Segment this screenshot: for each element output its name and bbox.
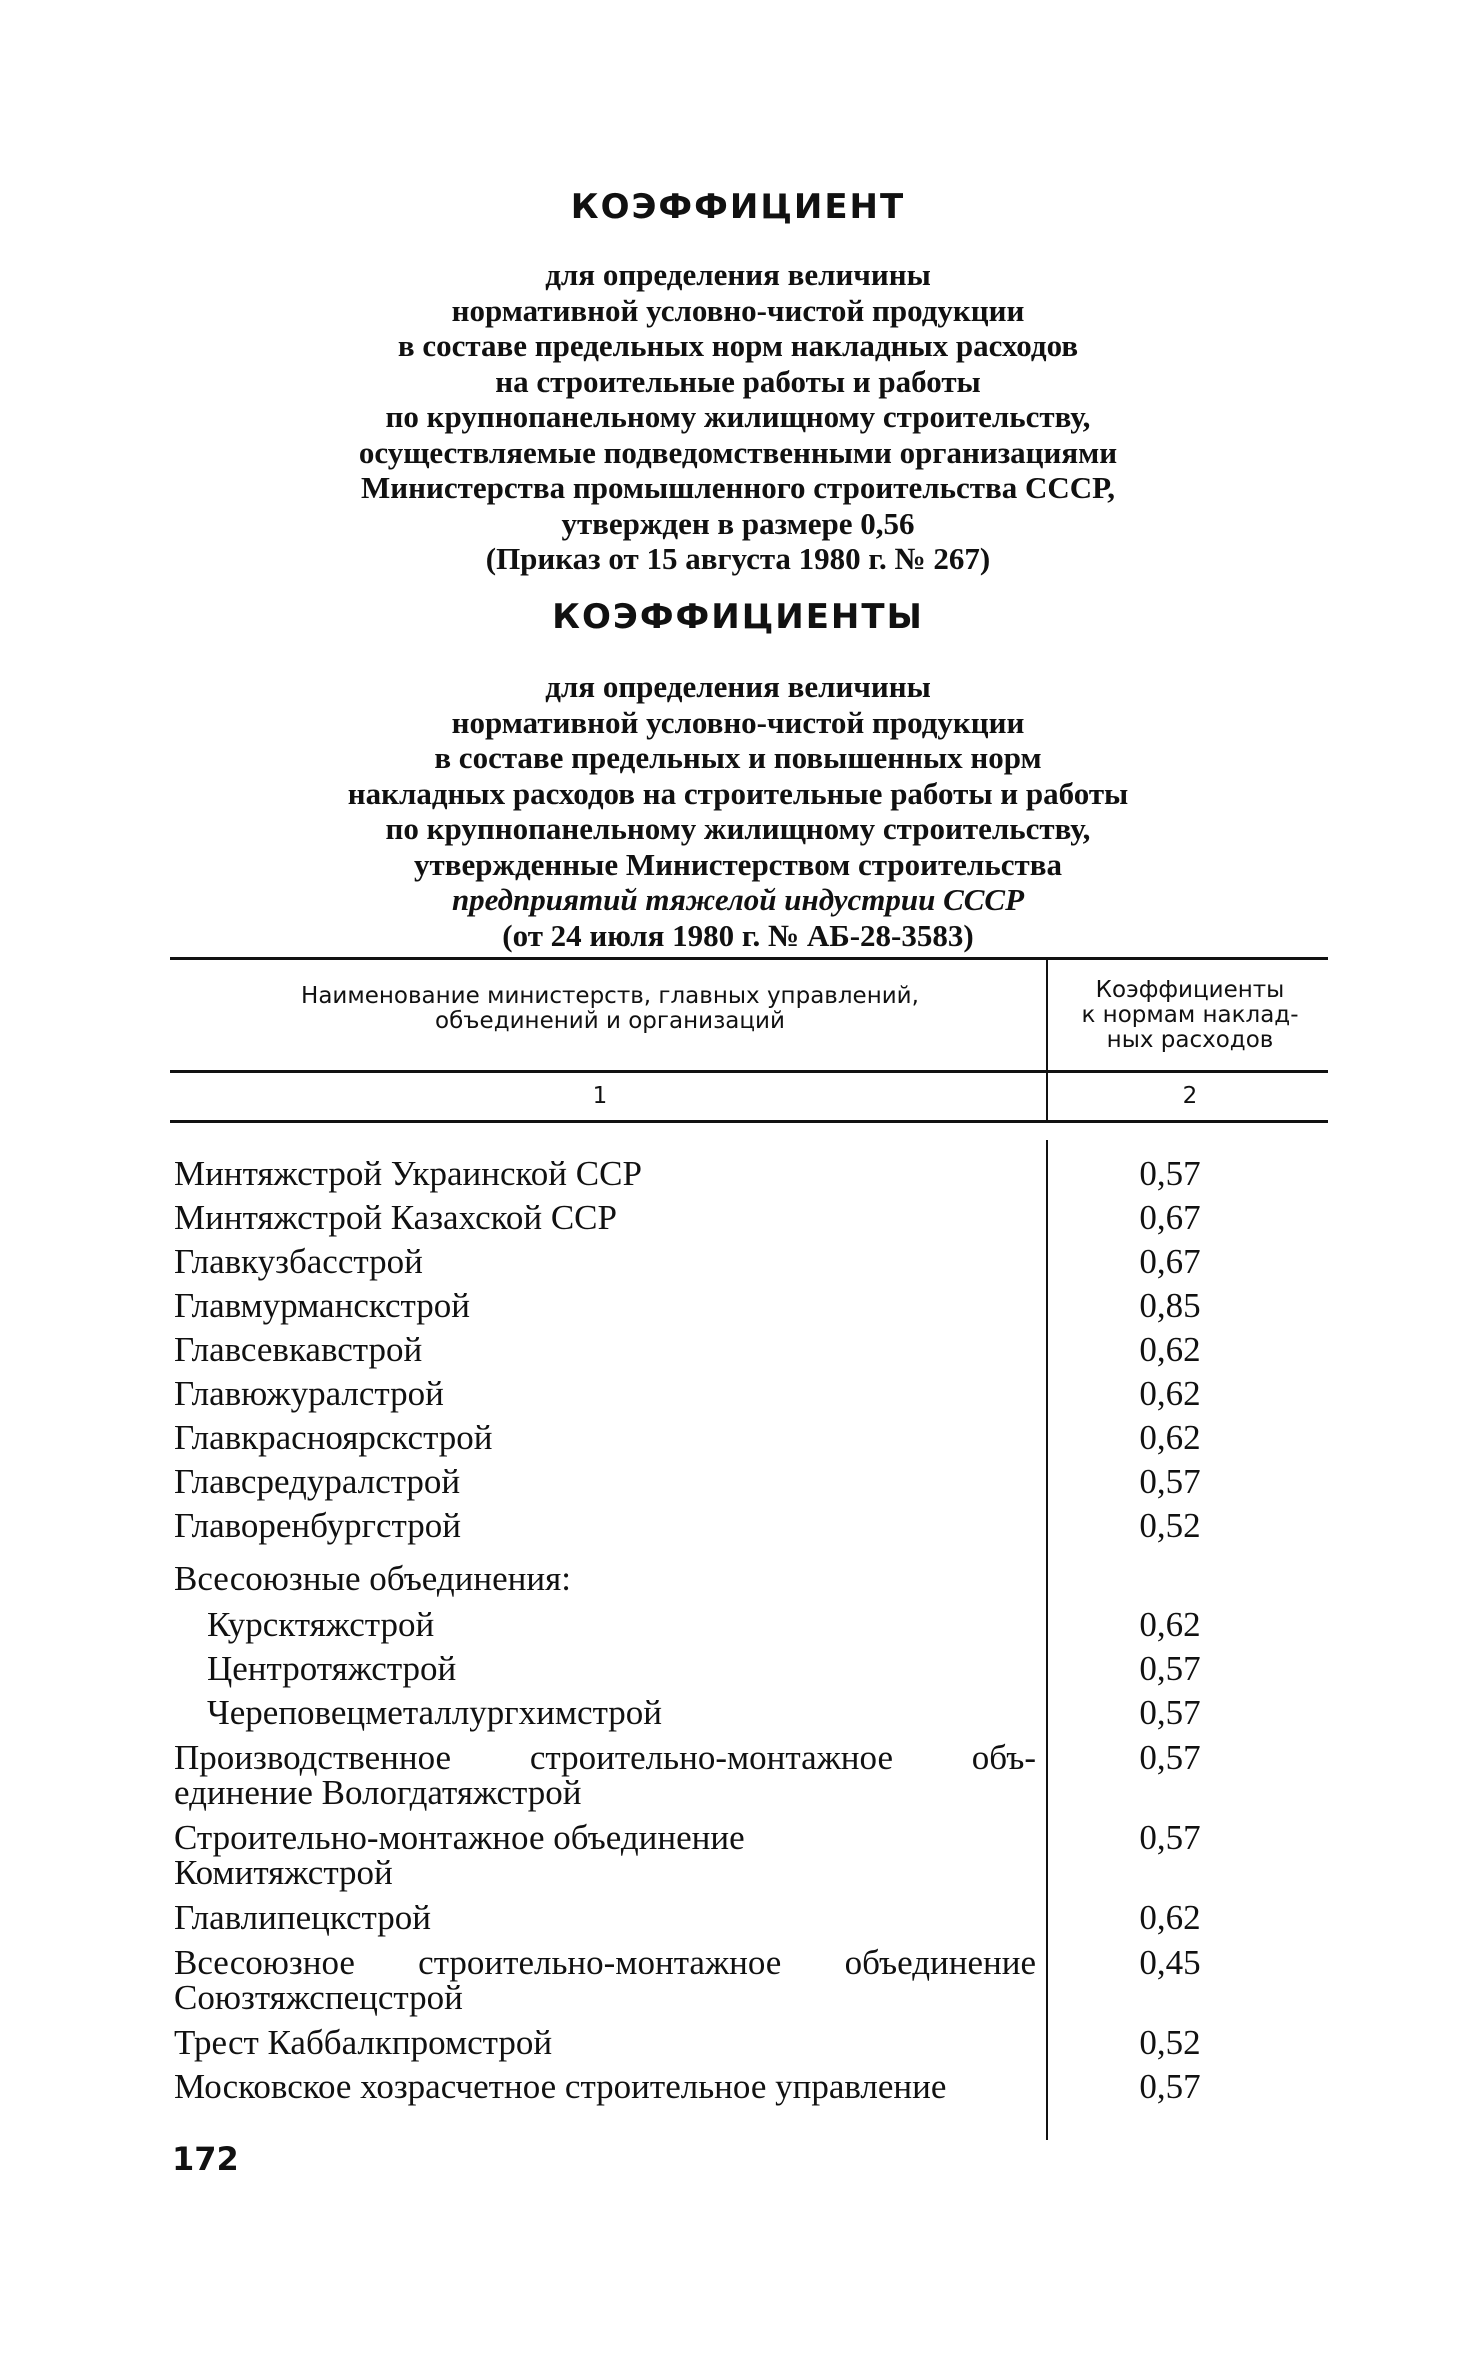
row-value: 0,62	[1139, 1898, 1201, 1937]
heading-1-line: утвержден в размере 0,56	[561, 505, 915, 541]
row-value: 0,62	[1139, 1330, 1201, 1369]
heading-2-title: КОЭФФИЦИЕНТЫ	[552, 597, 924, 637]
row-value: 0,67	[1139, 1198, 1201, 1237]
row-value: 0,62	[1139, 1374, 1201, 1413]
row-name: Центротяжстрой	[207, 1649, 457, 1688]
column-header-coefficients: Коэффициенты к нормам наклад- ных расходов	[1081, 977, 1299, 1053]
row-name: Главкрасноярскстрой	[174, 1418, 493, 1457]
heading-1-title: КОЭФФИЦИЕНТ	[570, 187, 906, 227]
heading-1-line: (Приказ от 15 августа 1980 г. № 267)	[485, 541, 991, 576]
row-name: Главюжуралстрой	[174, 1374, 444, 1413]
row-value: 0,85	[1139, 1286, 1201, 1325]
heading-2-line: для определения величины	[545, 669, 931, 704]
row-name: Всесоюзные объединения:	[174, 1559, 571, 1598]
row-value: 0,67	[1139, 1242, 1201, 1281]
heading-1-line: нормативной условно-чистой продукции	[451, 292, 1025, 328]
heading-1-line: на строительные работы и работы	[495, 363, 981, 399]
row-name-continued: единение Вологдатяжстрой	[174, 1773, 582, 1812]
row-value: 0,52	[1139, 1506, 1201, 1545]
heading-1-line: Министерства промышленного строительства СССР,	[361, 470, 1115, 505]
column-divider	[1046, 1140, 1048, 2140]
row-value: 0,57	[1139, 1738, 1201, 1777]
row-name: Главоренбургстрой	[174, 1506, 461, 1545]
row-name: Череповецметаллургхимстрой	[207, 1693, 663, 1732]
table-top-rule	[170, 957, 1328, 960]
row-name: Строительно-монтажное объединение	[174, 1818, 745, 1857]
heading-2-line: (от 24 июля 1980 г. № АБ-28-3583)	[502, 917, 974, 953]
row-value: 0,57	[1139, 1154, 1201, 1193]
row-value: 0,57	[1139, 2067, 1201, 2106]
header-bottom-rule	[170, 1070, 1328, 1073]
row-name-continued: Союзтяжспецстрой	[174, 1978, 463, 2017]
row-name: Московское хозрасчетное строительное управление	[174, 2067, 947, 2106]
heading-block-1	[0, 187, 1476, 577]
heading-2-line: утвержденные Министерством строительства	[414, 846, 1062, 882]
heading-block-2	[0, 597, 1476, 953]
row-value: 0,57	[1139, 1462, 1201, 1501]
row-value: 0,62	[1139, 1418, 1201, 1457]
row-value: 0,57	[1139, 1693, 1201, 1732]
heading-2-line: нормативной условно-чистой продукции	[451, 704, 1025, 740]
row-value: 0,57	[1139, 1649, 1201, 1688]
row-name: Главмурманскстрой	[174, 1286, 470, 1325]
column-number-1: 1	[592, 1083, 608, 1109]
page-number: 172	[172, 2140, 239, 2178]
row-name: Курсктяжстрой	[207, 1605, 435, 1644]
column-header-names: Наименование министерств, главных управлений, объединений и организаций	[301, 983, 919, 1034]
row-name: Всесоюзное строительно-монтажное объединение	[174, 1943, 1036, 1982]
row-name: Главсевкавстрой	[174, 1330, 423, 1369]
heading-1-line: по крупнопанельному жилищному строительству,	[385, 399, 1091, 434]
heading-2-line: предприятий тяжелой индустрии СССР	[451, 882, 1025, 917]
column-divider	[1046, 960, 1048, 1120]
row-name: Минтяжстрой Украинской ССР	[174, 1154, 642, 1193]
column-number-rule	[170, 1120, 1328, 1123]
column-number-2: 2	[1182, 1083, 1198, 1109]
row-name: Производственное строительно-монтажное объ-	[174, 1738, 1036, 1777]
row-value: 0,52	[1139, 2023, 1201, 2062]
heading-1-line: для определения величины	[545, 257, 931, 292]
row-name: Главкузбасстрой	[174, 1242, 423, 1281]
row-name: Минтяжстрой Казахской ССР	[174, 1198, 617, 1237]
row-value: 0,45	[1139, 1943, 1201, 1982]
row-name: Трест Каббалкпромстрой	[174, 2023, 553, 2062]
row-value: 0,57	[1139, 1818, 1201, 1857]
heading-2-line: по крупнопанельному жилищному строительству,	[385, 811, 1091, 846]
row-name-continued: Комитяжстрой	[174, 1853, 393, 1892]
row-name: Главлипецкстрой	[174, 1898, 431, 1937]
heading-1-line: осуществляемые подведомственными организациями	[358, 434, 1118, 470]
heading-1-line: в составе предельных норм накладных расходов	[397, 328, 1079, 363]
row-name: Главсредуралстрой	[174, 1462, 461, 1501]
row-value: 0,62	[1139, 1605, 1201, 1644]
heading-2-line: накладных расходов на строительные работы и работы	[347, 775, 1129, 811]
heading-2-line: в составе предельных и повышенных норм	[434, 740, 1042, 775]
